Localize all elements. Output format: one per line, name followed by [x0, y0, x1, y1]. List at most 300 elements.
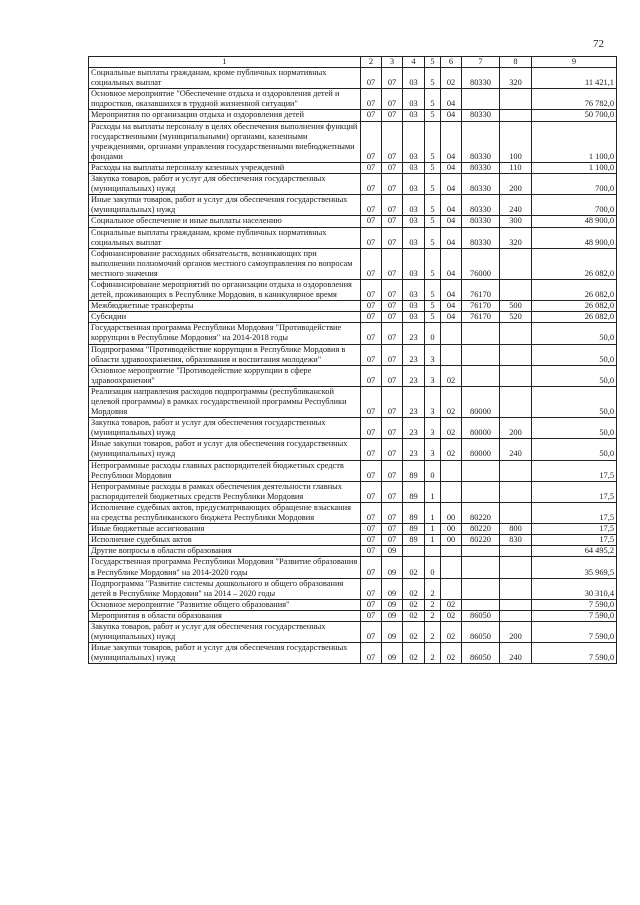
- code-expense-type: 240: [500, 643, 532, 664]
- code-subprogram: 2: [425, 643, 441, 664]
- code-subprogram: [425, 546, 441, 557]
- table-row: [89, 248, 617, 279]
- code-program: 02: [403, 643, 425, 664]
- code-subprogram: 5: [425, 68, 441, 89]
- table-row: [89, 535, 617, 546]
- row-amount: 50,0: [532, 418, 617, 439]
- table-row: [89, 643, 617, 664]
- code-subsection: 07: [382, 323, 403, 344]
- code-activity: 04: [441, 89, 462, 110]
- code-direction: 80330: [462, 162, 500, 173]
- code-subprogram: 2: [425, 621, 441, 642]
- code-activity: [441, 557, 462, 578]
- row-amount: 50,0: [532, 365, 617, 386]
- code-program: 03: [403, 162, 425, 173]
- code-subsection: 09: [382, 621, 403, 642]
- code-subprogram: 5: [425, 110, 441, 121]
- row-name: Основное мероприятие "Обеспечение отдыха и оздоровления детей и подростков, оказавшихся в трудной жизненной ситуации": [89, 89, 361, 110]
- code-activity: 04: [441, 301, 462, 312]
- code-expense-type: [500, 365, 532, 386]
- row-amount: 700,0: [532, 174, 617, 195]
- code-direction: 80330: [462, 227, 500, 248]
- code-activity: 02: [441, 439, 462, 460]
- table-row: [89, 460, 617, 481]
- table-row: [89, 621, 617, 642]
- header-cell: 7: [462, 57, 500, 68]
- table-row: [89, 418, 617, 439]
- code-subprogram: 5: [425, 89, 441, 110]
- code-expense-type: 200: [500, 174, 532, 195]
- code-direction: [462, 599, 500, 610]
- code-section: 07: [361, 121, 382, 162]
- code-subsection: 07: [382, 248, 403, 279]
- row-name: Непрограммные расходы главных распорядителей бюджетных средств Республики Мордовия: [89, 460, 361, 481]
- code-section: 07: [361, 248, 382, 279]
- row-name: Подпрограмма "Противодействие коррупции в Республике Мордовия в области здравоохранения, образования и воспитания молодежи": [89, 344, 361, 365]
- code-activity: 02: [441, 643, 462, 664]
- table-row: [89, 301, 617, 312]
- row-amount: 17,5: [532, 481, 617, 502]
- code-expense-type: 320: [500, 68, 532, 89]
- header-cell: 5: [425, 57, 441, 68]
- code-direction: [462, 365, 500, 386]
- header-cell: 3: [382, 57, 403, 68]
- code-subsection: 09: [382, 546, 403, 557]
- code-program: 23: [403, 344, 425, 365]
- row-amount: 1 100,0: [532, 121, 617, 162]
- row-amount: 50,0: [532, 439, 617, 460]
- code-subprogram: 3: [425, 439, 441, 460]
- code-expense-type: [500, 279, 532, 300]
- code-section: 07: [361, 643, 382, 664]
- code-expense-type: [500, 344, 532, 365]
- code-section: 07: [361, 546, 382, 557]
- code-program: 02: [403, 610, 425, 621]
- code-activity: 02: [441, 68, 462, 89]
- row-name: Закупка товаров, работ и услуг для обеспечения государственных (муниципальных) нужд: [89, 621, 361, 642]
- code-subsection: 07: [382, 344, 403, 365]
- header-cell: 4: [403, 57, 425, 68]
- row-name: Основное мероприятие "Противодействие коррупции в сфере здравоохранения": [89, 365, 361, 386]
- row-amount: 26 082,0: [532, 312, 617, 323]
- code-section: 07: [361, 365, 382, 386]
- code-subprogram: 5: [425, 312, 441, 323]
- code-direction: 76170: [462, 301, 500, 312]
- code-activity: 04: [441, 216, 462, 227]
- code-direction: 76170: [462, 312, 500, 323]
- code-direction: 76000: [462, 248, 500, 279]
- code-subsection: 07: [382, 301, 403, 312]
- code-activity: 02: [441, 599, 462, 610]
- code-subsection: 07: [382, 227, 403, 248]
- row-name: Исполнение судебных актов: [89, 535, 361, 546]
- code-section: 07: [361, 174, 382, 195]
- code-section: 07: [361, 68, 382, 89]
- code-program: 23: [403, 365, 425, 386]
- code-expense-type: 520: [500, 312, 532, 323]
- code-activity: 04: [441, 121, 462, 162]
- row-name: Закупка товаров, работ и услуг для обеспечения государственных (муниципальных) нужд: [89, 418, 361, 439]
- code-expense-type: [500, 248, 532, 279]
- code-expense-type: 240: [500, 195, 532, 216]
- code-expense-type: [500, 599, 532, 610]
- table-row: [89, 323, 617, 344]
- code-expense-type: 200: [500, 621, 532, 642]
- code-direction: [462, 578, 500, 599]
- code-subsection: 07: [382, 524, 403, 535]
- row-amount: 17,5: [532, 535, 617, 546]
- code-subsection: 07: [382, 535, 403, 546]
- code-section: 07: [361, 323, 382, 344]
- code-section: 07: [361, 578, 382, 599]
- row-name: Мероприятия по организации отдыха и оздоровления детей: [89, 110, 361, 121]
- code-subsection: 07: [382, 121, 403, 162]
- code-activity: 04: [441, 110, 462, 121]
- code-subsection: 07: [382, 365, 403, 386]
- code-activity: [441, 460, 462, 481]
- code-section: 07: [361, 216, 382, 227]
- table-header-row: [89, 57, 617, 68]
- code-direction: 80330: [462, 121, 500, 162]
- code-program: 03: [403, 110, 425, 121]
- code-section: 07: [361, 312, 382, 323]
- code-subprogram: 0: [425, 323, 441, 344]
- code-subprogram: 3: [425, 386, 441, 417]
- code-direction: [462, 481, 500, 502]
- code-subsection: 07: [382, 418, 403, 439]
- code-section: 07: [361, 279, 382, 300]
- code-expense-type: [500, 502, 532, 523]
- code-subprogram: 1: [425, 524, 441, 535]
- header-cell: 2: [361, 57, 382, 68]
- code-activity: 00: [441, 502, 462, 523]
- code-subprogram: 5: [425, 216, 441, 227]
- code-activity: 00: [441, 524, 462, 535]
- code-activity: 04: [441, 248, 462, 279]
- code-activity: 04: [441, 227, 462, 248]
- code-program: [403, 546, 425, 557]
- code-direction: [462, 546, 500, 557]
- row-name: Исполнение судебных актов, предусматривающих обращение взыскания на средства республиканского бюджета Республики Мордовия: [89, 502, 361, 523]
- code-subsection: 07: [382, 386, 403, 417]
- table-row: [89, 227, 617, 248]
- code-activity: [441, 578, 462, 599]
- code-program: 03: [403, 68, 425, 89]
- row-name: Закупка товаров, работ и услуг для обеспечения государственных (муниципальных) нужд: [89, 174, 361, 195]
- code-subprogram: 3: [425, 344, 441, 365]
- code-subsection: 09: [382, 643, 403, 664]
- code-subsection: 07: [382, 481, 403, 502]
- row-name: Софинансирование мероприятий по организации отдыха и оздоровления детей, проживающих в Республике Мордовия, в каникулярное время: [89, 279, 361, 300]
- table-row: [89, 599, 617, 610]
- row-name: Иные бюджетные ассигнования: [89, 524, 361, 535]
- row-name: Основное мероприятие "Развитие общего образования": [89, 599, 361, 610]
- row-name: Расходы на выплаты персоналу в целях обеспечения выполнения функций государственными (муниципальными) органами, казенными учреждениями, органами управления государственными внебюджетными фондами: [89, 121, 361, 162]
- row-name: Социальные выплаты гражданам, кроме публичных нормативных социальных выплат: [89, 68, 361, 89]
- code-section: 07: [361, 386, 382, 417]
- code-subsection: 07: [382, 195, 403, 216]
- code-program: 03: [403, 279, 425, 300]
- code-subsection: 07: [382, 110, 403, 121]
- code-program: 03: [403, 121, 425, 162]
- code-subprogram: 5: [425, 301, 441, 312]
- code-section: 07: [361, 418, 382, 439]
- row-amount: 35 969,5: [532, 557, 617, 578]
- code-section: 07: [361, 524, 382, 535]
- code-activity: 04: [441, 162, 462, 173]
- code-expense-type: 800: [500, 524, 532, 535]
- row-name: Реализация направления расходов подпрограммы (республиканской целевой программы) в рамках государственной программы Республики Мордовия: [89, 386, 361, 417]
- row-amount: 17,5: [532, 502, 617, 523]
- code-subprogram: 1: [425, 481, 441, 502]
- row-name: Мероприятия в области образования: [89, 610, 361, 621]
- code-program: 23: [403, 386, 425, 417]
- row-name: Другие вопросы в области образования: [89, 546, 361, 557]
- row-amount: 64 495,2: [532, 546, 617, 557]
- row-name: Иные закупки товаров, работ и услуг для обеспечения государственных (муниципальных) нужд: [89, 195, 361, 216]
- table-row: [89, 110, 617, 121]
- code-subprogram: 5: [425, 121, 441, 162]
- code-subprogram: 5: [425, 195, 441, 216]
- code-subsection: 07: [382, 439, 403, 460]
- row-amount: 1 100,0: [532, 162, 617, 173]
- code-program: 23: [403, 418, 425, 439]
- code-section: 07: [361, 110, 382, 121]
- code-section: 07: [361, 89, 382, 110]
- code-activity: [441, 323, 462, 344]
- code-program: 02: [403, 621, 425, 642]
- code-subprogram: 1: [425, 502, 441, 523]
- code-section: 07: [361, 162, 382, 173]
- code-expense-type: [500, 460, 532, 481]
- row-amount: 50,0: [532, 323, 617, 344]
- code-program: 23: [403, 323, 425, 344]
- code-program: 23: [403, 439, 425, 460]
- code-expense-type: 500: [500, 301, 532, 312]
- code-expense-type: [500, 481, 532, 502]
- code-program: 89: [403, 481, 425, 502]
- row-amount: 17,5: [532, 524, 617, 535]
- code-expense-type: [500, 89, 532, 110]
- code-direction: [462, 344, 500, 365]
- code-section: 07: [361, 502, 382, 523]
- code-activity: [441, 546, 462, 557]
- code-section: 07: [361, 344, 382, 365]
- row-amount: 11 421,1: [532, 68, 617, 89]
- code-subprogram: 5: [425, 227, 441, 248]
- code-activity: 02: [441, 621, 462, 642]
- code-subsection: 07: [382, 174, 403, 195]
- code-activity: 02: [441, 418, 462, 439]
- code-program: 03: [403, 301, 425, 312]
- code-subsection: 07: [382, 162, 403, 173]
- code-subsection: 07: [382, 89, 403, 110]
- code-program: 03: [403, 312, 425, 323]
- page-number: 72: [593, 38, 604, 50]
- code-direction: 80220: [462, 535, 500, 546]
- row-amount: 7 590,0: [532, 643, 617, 664]
- table-row: [89, 386, 617, 417]
- code-direction: [462, 89, 500, 110]
- row-amount: 76 782,0: [532, 89, 617, 110]
- code-direction: 86050: [462, 643, 500, 664]
- code-direction: 86050: [462, 610, 500, 621]
- row-amount: 26 082,0: [532, 279, 617, 300]
- code-expense-type: [500, 546, 532, 557]
- row-name: Государственная программа Республики Мордовия "Развитие образования в Республике Мордовия" на 2014-2020 годы: [89, 557, 361, 578]
- code-direction: 80330: [462, 110, 500, 121]
- code-subsection: 09: [382, 599, 403, 610]
- code-direction: 80220: [462, 502, 500, 523]
- row-amount: 48 900,0: [532, 216, 617, 227]
- code-direction: 80000: [462, 386, 500, 417]
- code-activity: 04: [441, 312, 462, 323]
- code-subsection: 07: [382, 502, 403, 523]
- row-amount: 7 590,0: [532, 610, 617, 621]
- row-amount: 26 082,0: [532, 248, 617, 279]
- code-subprogram: 0: [425, 557, 441, 578]
- code-activity: 02: [441, 365, 462, 386]
- row-name: Государственная программа Республики Мордовия "Противодействие коррупции в Республике Мордовия" на 2014-2018 годы: [89, 323, 361, 344]
- code-program: 89: [403, 460, 425, 481]
- code-activity: 00: [441, 535, 462, 546]
- row-amount: 26 082,0: [532, 301, 617, 312]
- code-subsection: 07: [382, 460, 403, 481]
- code-activity: [441, 481, 462, 502]
- code-program: 89: [403, 535, 425, 546]
- row-name: Иные закупки товаров, работ и услуг для обеспечения государственных (муниципальных) нужд: [89, 439, 361, 460]
- header-cell: 9: [532, 57, 617, 68]
- code-direction: [462, 460, 500, 481]
- budget-table: [88, 56, 617, 664]
- code-direction: [462, 557, 500, 578]
- code-program: 03: [403, 195, 425, 216]
- code-direction: 80000: [462, 439, 500, 460]
- code-section: 07: [361, 439, 382, 460]
- row-name: Субсидии: [89, 312, 361, 323]
- code-subprogram: 5: [425, 174, 441, 195]
- code-program: 03: [403, 227, 425, 248]
- table-body: [89, 68, 617, 664]
- row-amount: 7 590,0: [532, 621, 617, 642]
- table-row: [89, 365, 617, 386]
- code-subprogram: 3: [425, 365, 441, 386]
- code-subprogram: 2: [425, 578, 441, 599]
- table-row: [89, 121, 617, 162]
- code-expense-type: [500, 386, 532, 417]
- row-name: Расходы на выплаты персоналу казенных учреждений: [89, 162, 361, 173]
- code-direction: 80330: [462, 68, 500, 89]
- table-row: [89, 557, 617, 578]
- code-section: 07: [361, 535, 382, 546]
- row-name: Непрограммные расходы в рамках обеспечения деятельности главных распорядителей бюджетных средств Республики Мордовия: [89, 481, 361, 502]
- code-subprogram: 5: [425, 248, 441, 279]
- code-subprogram: 3: [425, 418, 441, 439]
- code-subsection: 07: [382, 216, 403, 227]
- row-amount: 50,0: [532, 344, 617, 365]
- code-direction: 80000: [462, 418, 500, 439]
- header-cell: 1: [89, 57, 361, 68]
- table-row: [89, 279, 617, 300]
- header-cell: 8: [500, 57, 532, 68]
- row-amount: 7 590,0: [532, 599, 617, 610]
- code-direction: 80220: [462, 524, 500, 535]
- code-activity: 02: [441, 386, 462, 417]
- code-section: 07: [361, 610, 382, 621]
- table-row: [89, 216, 617, 227]
- code-expense-type: 240: [500, 439, 532, 460]
- table-row: [89, 195, 617, 216]
- code-direction: [462, 323, 500, 344]
- code-direction: 76170: [462, 279, 500, 300]
- row-name: Межбюджетные трансферты: [89, 301, 361, 312]
- code-section: 07: [361, 460, 382, 481]
- code-expense-type: [500, 557, 532, 578]
- code-subsection: 09: [382, 610, 403, 621]
- code-program: 03: [403, 248, 425, 279]
- code-subprogram: 2: [425, 610, 441, 621]
- table-row: [89, 312, 617, 323]
- code-section: 07: [361, 621, 382, 642]
- code-expense-type: 100: [500, 121, 532, 162]
- table-row: [89, 68, 617, 89]
- code-activity: 04: [441, 195, 462, 216]
- row-name: Социальные выплаты гражданам, кроме публичных нормативных социальных выплат: [89, 227, 361, 248]
- code-subprogram: 1: [425, 535, 441, 546]
- table-row: [89, 546, 617, 557]
- code-program: 89: [403, 524, 425, 535]
- code-section: 07: [361, 481, 382, 502]
- code-section: 07: [361, 599, 382, 610]
- code-subsection: 09: [382, 557, 403, 578]
- table-row: [89, 481, 617, 502]
- row-amount: 30 310,4: [532, 578, 617, 599]
- code-direction: 86050: [462, 621, 500, 642]
- row-name: Социальное обеспечение и иные выплаты населению: [89, 216, 361, 227]
- row-name: Софинансирование расходных обязательств, возникающих при выполнении полномочий органов местного самоуправления по вопросам местного значения: [89, 248, 361, 279]
- code-activity: 02: [441, 610, 462, 621]
- code-section: 07: [361, 195, 382, 216]
- code-expense-type: [500, 578, 532, 599]
- table-row: [89, 174, 617, 195]
- row-amount: 50 700,0: [532, 110, 617, 121]
- code-expense-type: [500, 323, 532, 344]
- row-amount: 700,0: [532, 195, 617, 216]
- code-direction: 80330: [462, 216, 500, 227]
- code-program: 02: [403, 599, 425, 610]
- header-cell: 6: [441, 57, 462, 68]
- code-direction: 80330: [462, 174, 500, 195]
- code-activity: [441, 344, 462, 365]
- row-name: Подпрограмма "Развитие системы дошкольного и общего образования детей в Республике Мордовия" на 2014 – 2020 годы: [89, 578, 361, 599]
- code-activity: 04: [441, 279, 462, 300]
- code-expense-type: [500, 110, 532, 121]
- code-section: 07: [361, 557, 382, 578]
- code-subprogram: 2: [425, 599, 441, 610]
- code-program: 02: [403, 557, 425, 578]
- code-subsection: 07: [382, 312, 403, 323]
- code-subsection: 09: [382, 578, 403, 599]
- code-program: 02: [403, 578, 425, 599]
- code-activity: 04: [441, 174, 462, 195]
- row-amount: 17,5: [532, 460, 617, 481]
- code-subsection: 07: [382, 279, 403, 300]
- code-subprogram: 5: [425, 279, 441, 300]
- table-row: [89, 578, 617, 599]
- code-program: 89: [403, 502, 425, 523]
- table-row: [89, 89, 617, 110]
- code-expense-type: 300: [500, 216, 532, 227]
